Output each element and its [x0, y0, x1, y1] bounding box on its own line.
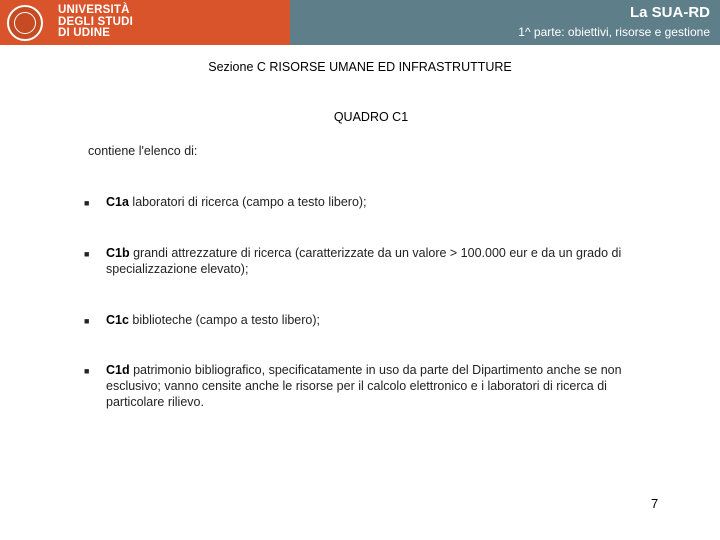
university-seal-icon	[7, 5, 43, 41]
bullet-icon: ■	[84, 198, 90, 208]
university-name	[58, 5, 168, 40]
university-name-line-2: DEGLI STUDI	[58, 15, 134, 28]
quadro-title: QUADRO C1	[333, 110, 409, 124]
header-subtitle: 1^ parte: obiettivi, risorse e gestione	[518, 25, 710, 39]
bullet-icon: ■	[84, 316, 90, 326]
item-code: C1a	[106, 195, 129, 209]
item-code: C1b	[106, 246, 130, 260]
page-number: 7	[651, 496, 659, 511]
header-bar	[0, 0, 720, 45]
item-text: grandi attrezzature di ricerca (caratterizzate da un valore > 100.000 eur e da un grado di specializzazione elevato);	[106, 246, 622, 276]
university-name-line-1: UNIVERSITÀ	[58, 4, 130, 16]
bullet-icon: ■	[84, 249, 90, 259]
intro-text: contiene l'elenco di:	[88, 144, 198, 158]
bullet-icon: ■	[84, 366, 90, 376]
item-code: C1d	[106, 363, 130, 377]
item-text: patrimonio bibliografico, specificatamente in uso da parte del Dipartimento anche se non esclusivo; vanno censite anche le risorse per il calcolo elettronico e i laboratori di ricerca di particolare rilievo.	[106, 363, 622, 409]
section-title: Sezione C RISORSE UMANE ED INFRASTRUTTURE	[208, 60, 512, 74]
item-text: laboratori di ricerca (campo a testo libero);	[128, 195, 367, 209]
item-text: biblioteche (campo a testo libero);	[128, 313, 321, 327]
university-name-line-3: DI UDINE	[58, 27, 111, 39]
header-title: La SUA-RD	[629, 4, 710, 21]
university-logo	[0, 0, 290, 45]
item-code: C1c	[106, 313, 129, 327]
